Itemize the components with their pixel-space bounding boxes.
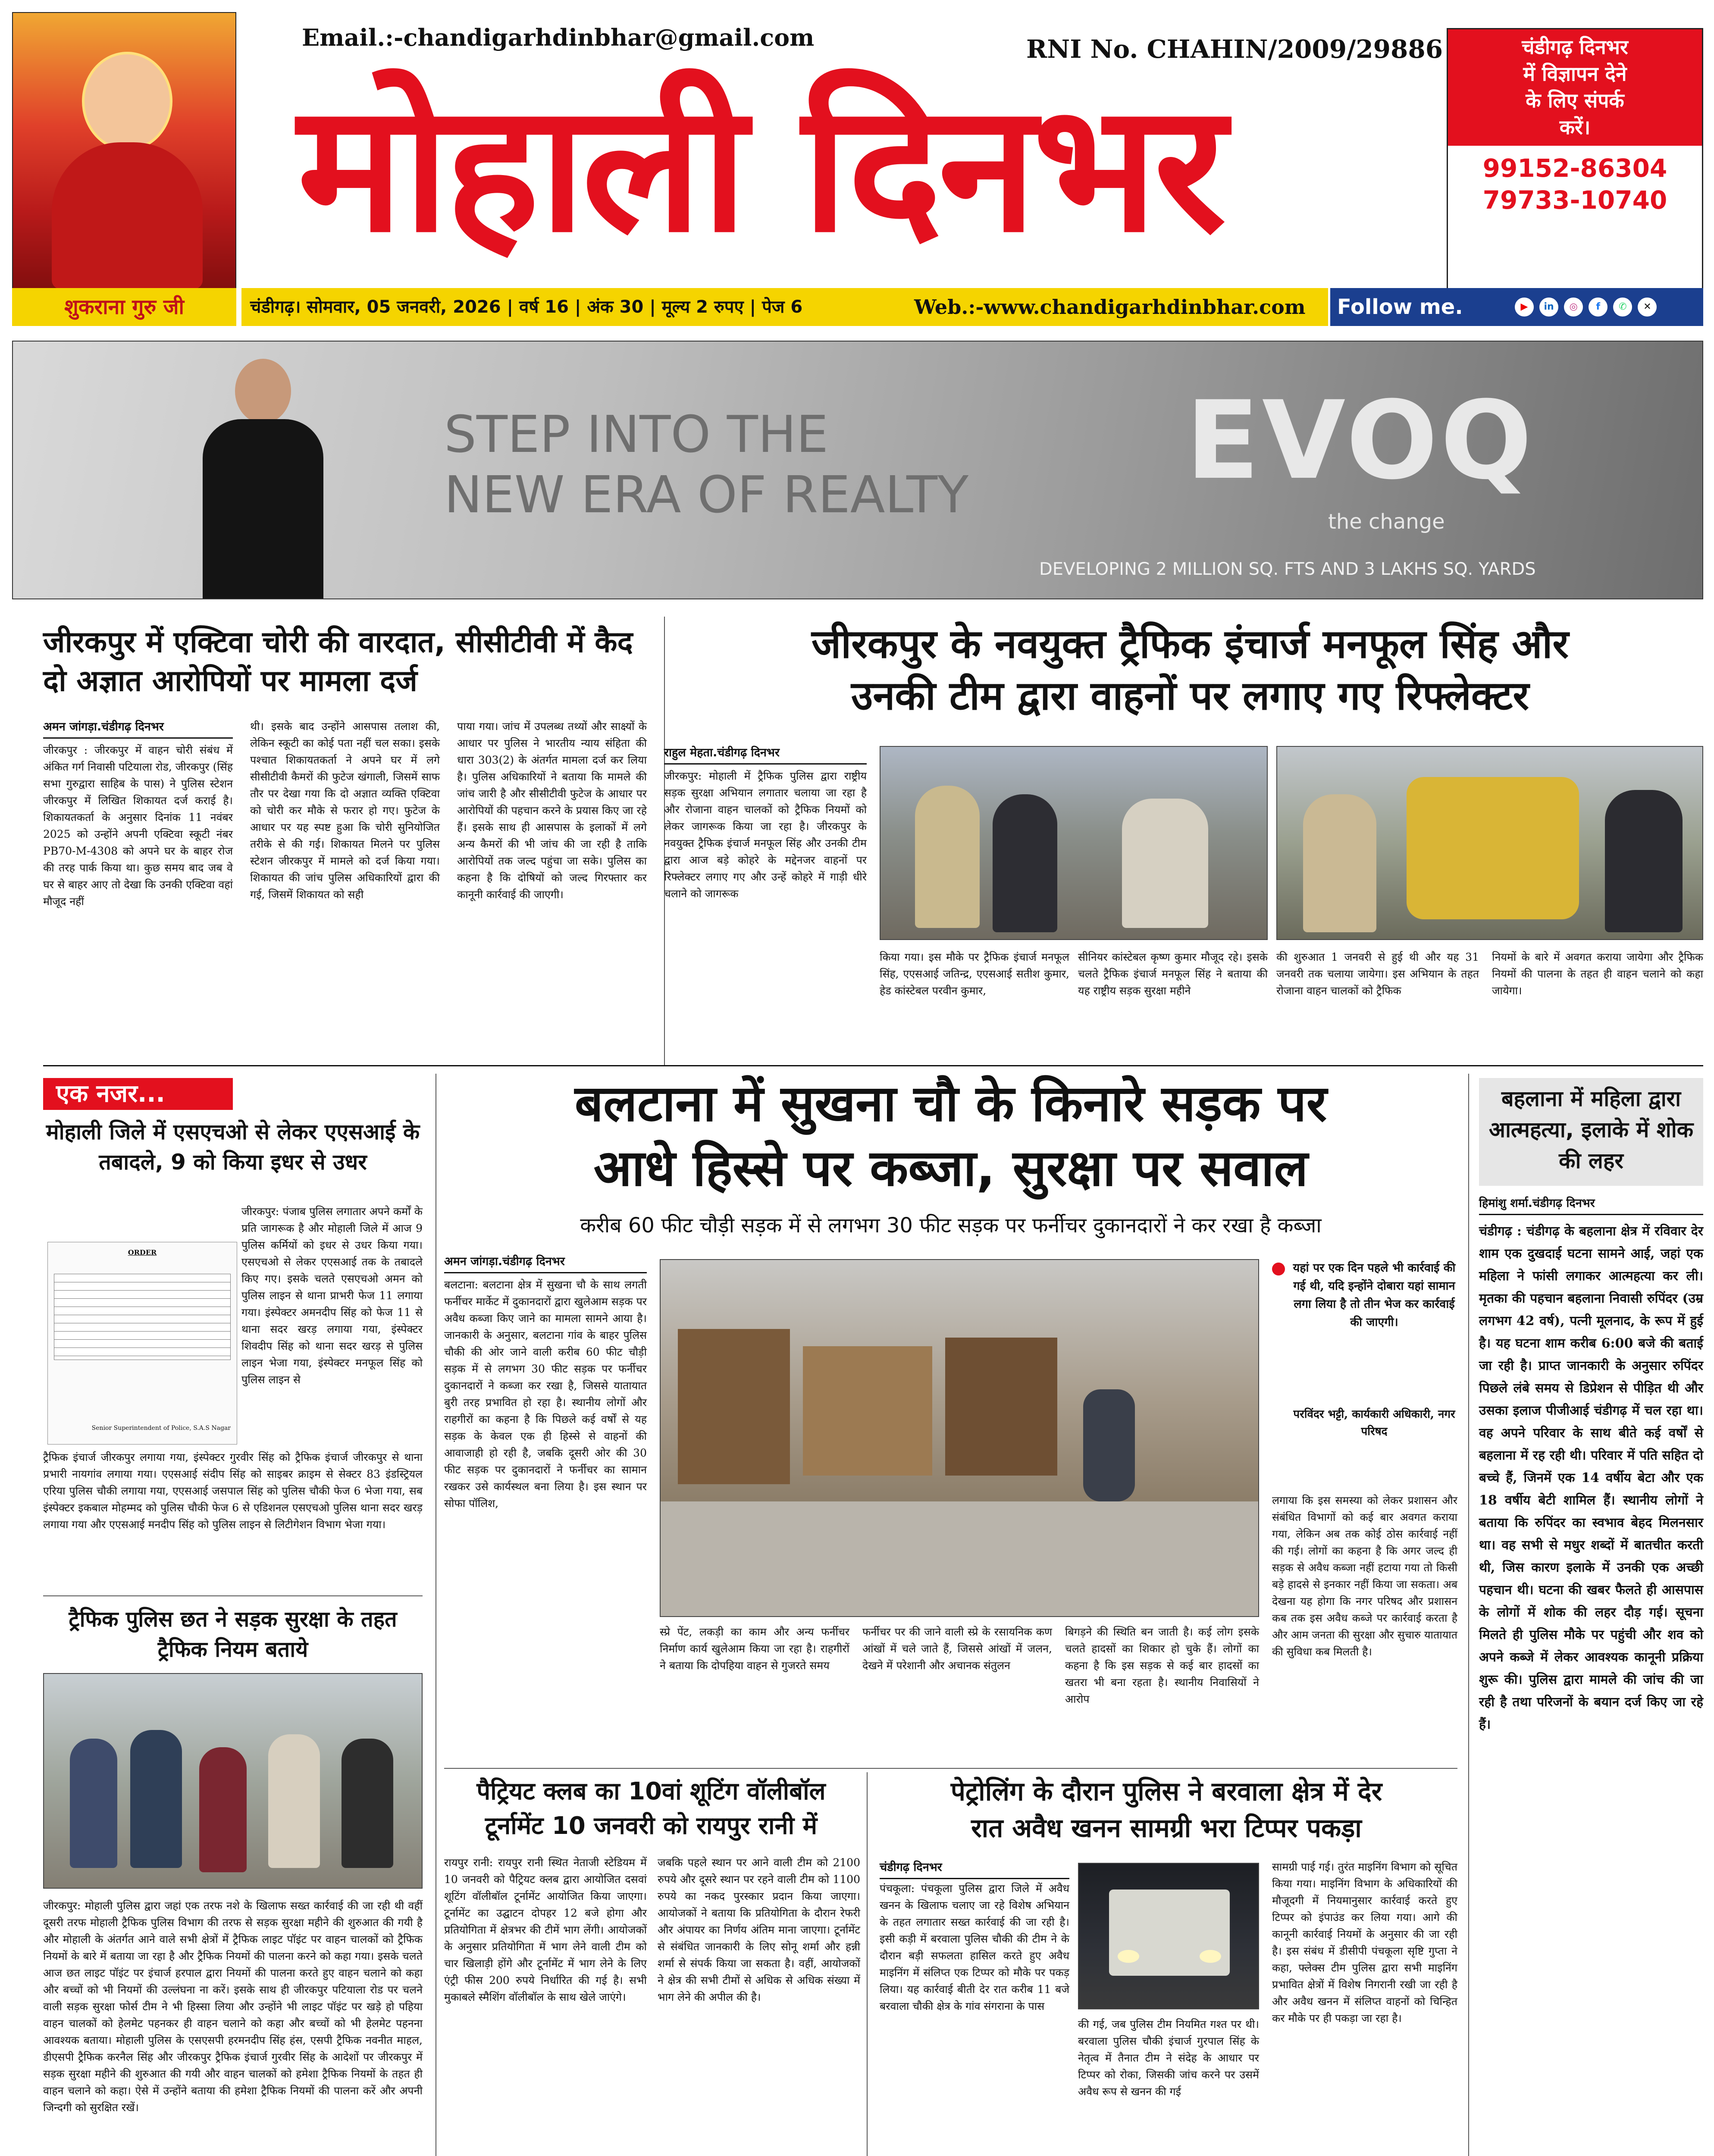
banner-slogan-line2: NEW ERA OF REALTY bbox=[444, 465, 969, 524]
byline-activa: अमन जांगड़ा.चंडीगढ़ दिनभर bbox=[43, 718, 233, 739]
social-icons bbox=[1511, 298, 1657, 317]
byline-baltana: अमन जांगड़ा.चंडीगढ़ दिनभर bbox=[444, 1253, 647, 1273]
subhead-baltana: करीब 60 फीट चौड़ी सड़क में से लगभग 30 फीट सड़क पर फर्नीचर दुकानदारों ने कर रखा है कब्जा bbox=[580, 1213, 1322, 1238]
baltana-quote-box bbox=[1272, 1259, 1457, 1483]
tipper-col1: पंचकूला: पंचकूला पुलिस द्वारा जिले में अवैध खनन के खिलाफ चलाए जा रहे विशेष अभियान के तहत लगातार सख्त कार्रवाई की जा रही है। इसी कड़ी में बरवाला पुलिस चौकी की टीम ने के दौरान बड़ी सफलता हासिल करते हुए अवैध माइनिंग में संलिप्त एक टिप्पर को मौके पर पकड़ लिया। यह कार्रवाई बीती देर रात करीब 11 बजे बरवाला चौकी क्षेत्र के गांव संगराना के पास bbox=[880, 1882, 1069, 2012]
headline-tipper-1: पेट्रोलिंग के दौरान पुलिस ने बरवाला क्षेत्र में देर bbox=[950, 1777, 1382, 1807]
doc-order-title: ORDER bbox=[128, 1248, 157, 1257]
linkedin-icon[interactable]: in bbox=[1539, 298, 1558, 317]
ad-line3: के लिए संपर्क bbox=[1526, 89, 1624, 112]
ad-line1: चंडीगढ़ दिनभर bbox=[1522, 35, 1628, 59]
headline-tipper-2: रात अवैध खनन सामग्री भरा टिप्पर पकड़ा bbox=[971, 1813, 1362, 1843]
headline-baltana-2: आधे हिस्से पर कब्जा, सुरक्षा पर सवाल bbox=[593, 1139, 1308, 1197]
transfers-continued: ट्रैफिक इंचार्ज जीरकपुर लगाया गया, इंस्पेक्टर गुरवीर सिंह को ट्रैफिक इंचार्ज जीरकपुर से थाना प्रभारी नायगांव लगाया गया। एएसआई संदीप सिंह को साइबर क्राइम से सेक्टर 83 इंडस्ट्रियल एरिया पुलिस चौकी लगाया गया, एएसआई जसपाल सिंह को पुलिस चौकी फेज 6 भेजा गया, सब इंस्पेक्टर इकबाल मोहम्मद को पुलिस चौकी फेज 6 से एडिशनल एसएचओ पुलिस थाना सदर खरड़ लगाया गया और एएसआई मनदीप सिंह को पुलिस लाइन से लिटीगेशन विभाग भेजा गया। bbox=[43, 1451, 423, 1531]
guru-caption: शुकराना गुरु जी bbox=[12, 288, 236, 326]
baltana-col1: बलटाना: बलटाना क्षेत्र में सुखना चौ के साथ लगती फर्नीचर मार्केट में दुकानदारों द्वारा खुलेआम सड़क पर अवैध कब्जा किए जाने का मामला सामने आया है। जानकारी के अनुसार, बलटाना गांव के बाहर पुलिस चौकी की ओर जाने वाली करीब 60 फीट चौड़ी सड़क में से लगभग 30 फीट सड़क पर फर्नीचर दुकानदारों ने कब्जा कर रखा है, जिससे यातायात बुरी तरह प्रभावित हो रहा है। स्थानीय लोगों और राहगीरों का कहना है कि पिछले कई वर्षों से यह सड़क के केवल एक ही हिस्से से वाहनों की आवाजाही हो रही है, जबकि दूसरी ओर की 30 फीट सड़क पर दुकानदारों ने फर्नीचर का सामान रखकर उसे कार्यस्थल बना लिया है। इस स्थान पर सोफा पॉलिश, bbox=[444, 1279, 647, 1510]
banner-slogan-line1: STEP INTO THE bbox=[444, 404, 829, 464]
activa-col1: जीरकपुर : जीरकपुर में वाहन चोरी संबंध में अंकित गर्ग निवासी पटियाला रोड, जीरकपुर (सिंह सभा गुरुद्वारा साहिब के पास) ने पुलिस स्टेशन जीरकपुर में लिखित शिकायत दर्ज कराई है। शिकायतकर्ता के अनुसार दिनांक 11 नवंबर 2025 को उन्होंने अपनी एक्टिवा स्कूटी नंबर PB70-M-4308 को अपने घर के बाहर रोज की तरह पार्क किया था। कुछ समय बाद जब वे घर से बाहर आए तो देखा कि उनकी एक्टिवा वहां मौजूद नहीं bbox=[43, 744, 233, 908]
guru-photo bbox=[12, 12, 236, 297]
follow-bar bbox=[1330, 288, 1703, 326]
reflector-col3: सीनियर कांस्टेबल कृष्ण कुमार मौजूद रहे। इसके चलते ट्रैफिक इंचार्ज मनफूल सिंह ने बताया की यह राष्ट्रीय सड़क सुरक्षा महीने bbox=[1078, 951, 1268, 997]
headline-suicide: बहलाना में महिला द्वारा आत्महत्या, इलाके में शोक की लहर bbox=[1488, 1086, 1694, 1173]
suicide-body: चंडीगढ़ : चंडीगढ़ के बहलाना क्षेत्र में रविवार देर शाम एक दुखदाई घटना सामने आई, जहां एक महिला ने फांसी लगाकर आत्महत्या कर ली। मृतका की पहचान बहलाना निवासी रुपिंदर (उम्र लगभग 42 वर्ष), पत्नी मूलनाद, के रूप में हुई है। यह घटना शाम करीब 6:00 बजे की बताई जा रही है। प्राप्त जानकारी के अनुसार रुपिंदर पिछले लंबे समय से डिप्रेशन से पीड़ित थी और उसका इलाज पीजीआई चंडीगढ़ में चल रहा था। वह अपने परिवार के साथ बीते कई वर्षों से बहलाना में रह रही थी। परिवार में पति सहित दो बच्चे हैं, जिनमें एक 14 वर्षीय बेटा और एक 18 वर्षीय बेटी शामिल हैं। स्थानीय लोगों ने बताया कि रुपिंदर का स्वभाव बेहद मिलनसार था। वह सभी से मधुर शब्दों में बातचीत करती थी, जिस कारण इलाके में उनकी एक अच्छी पहचान थी। घटना की खबर फैलते ही आसपास के लोगों में शोक की लहर दौड़ गई। सूचना मिलते ही पुलिस मौके पर पहुंची और शव को अपने कब्जे में लेकर आवश्यक कानूनी प्रक्रिया शुरू की। पुलिस द्वारा मामले की जांच की जा रही है तथा परिजनों के बयान दर्ज किए जा रहे हैं। bbox=[1479, 1224, 1703, 1732]
whatsapp-icon[interactable]: ✆ bbox=[1613, 298, 1632, 317]
instagram-icon[interactable]: ◎ bbox=[1564, 298, 1583, 317]
baltana-quote: यहां पर एक दिन पहले भी कार्रवाई की गई थी, यदि इन्होंने दोबारा यहां सामान लगा लिया है तो तीन भेज कर कार्रवाई की जाएगी। bbox=[1293, 1261, 1456, 1329]
doc-footer: Senior Superintendent of Police, S.A.S Nagar bbox=[91, 1425, 231, 1432]
headline-transfers: मोहाली जिले में एसएचओ से लेकर एएसआई के तबादले, 9 को किया इधर से उधर bbox=[46, 1119, 420, 1175]
masthead-title-text: मोहाली दिनभर bbox=[298, 65, 1223, 271]
reflector-photo-2 bbox=[1276, 746, 1703, 940]
baltana-photo bbox=[660, 1259, 1259, 1617]
tipper-photo bbox=[1078, 1863, 1259, 2009]
ad-phone1: 99152-86304 bbox=[1482, 154, 1667, 183]
transfer-order-doc bbox=[47, 1242, 237, 1445]
reflector-photo-1 bbox=[880, 746, 1268, 940]
website: Web.:-www.chandigarhdinbhar.com bbox=[914, 295, 1306, 319]
masthead-title bbox=[298, 65, 1436, 271]
byline-reflector: राहुल मेहता.चंडीगढ़ दिनभर bbox=[664, 744, 867, 765]
banner-brand-logo: EVOQ bbox=[1186, 378, 1535, 503]
quote-bullet-icon bbox=[1272, 1263, 1285, 1275]
masthead-rni: RNI No. CHAHIN/2009/29886 bbox=[1026, 34, 1443, 64]
activa-col3: पाया गया। जांच में उपलब्ध तथ्यों और साक्ष्यों के आधार पर पुलिस ने भारतीय न्याय संहिता की धारा 303(2) के अंतर्गत मामला दर्ज कर लिया है। पुलिस अधिकारियों ने बताया कि मामले की जांच जारी है और सीसीटीवी फुटेज के आधार पर आरोपियों की पहचान करने के प्रयास किए जा रहे हैं। इसके साथ ही आसपास के इलाकों में लगे अन्य कैमरों की भी जांच की जा रही है ताकि आरोपियों तक जल्द पहुंचा जा सके। पुलिस का कहना है कि दोषियों को जल्द गिरफ्तार कर कानूनी कार्रवाई की जाएगी। bbox=[457, 720, 647, 901]
divider bbox=[1468, 1074, 1469, 2156]
baltana-col3: फर्नीचर पर की जाने वाली स्प्रे के रसायनिक कण आंखों में चले जाते हैं, जिससे आंखों में जलन, देखने में परेशानी और अचानक संतुलन bbox=[862, 1626, 1052, 1672]
banner-ad[interactable] bbox=[12, 341, 1703, 599]
headline-reflector-2: उनकी टीम द्वारा वाहनों पर लगाए गए रिफ्लेक्टर bbox=[851, 673, 1529, 719]
section-divider bbox=[43, 1065, 1703, 1066]
dateline: चंडीगढ़। सोमवार, 05 जनवरी, 2026 | वर्ष 16 | अंक 30 | मूल्य 2 रुपए | पेज 6 bbox=[250, 297, 803, 317]
reflector-col4: की शुरुआत 1 जनवरी से हुई थी और यह 31 जनवरी तक चलाया जायेगा। इस अभियान के तहत रोजाना वाहन चालकों को ट्रैफिक bbox=[1276, 951, 1479, 997]
headline-activa: जीरकपुर में एक्टिवा चोरी की वारदात, सीसीटीवी में कैद दो अज्ञात आरोपियों पर मामला दर्ज bbox=[43, 625, 633, 698]
divider bbox=[43, 1595, 423, 1596]
ek-nazar-label: एक नजर... bbox=[43, 1078, 233, 1110]
headline-reflector-1: जीरकपुर के नवयुक्त ट्रैफिक इंचार्ज मनफूल सिंह और bbox=[812, 621, 1569, 667]
tipper-col3: सामग्री पाई गई। तुरंत माइनिंग विभाग को सूचित किया गया। माइनिंग विभाग के अधिकारियों की मौजूदगी में नियमानुसार कार्रवाई करते हुए टिप्पर को इंपाउंड कर लिया गया। आगे की कानूनी कार्रवाई नियमों के अनुसार की जा रही है। इस संबंध में डीसीपी पंचकूला सृष्टि गुप्ता ने कहा, फ्लेक्स टीम पुलिस द्वारा सभी माइनिंग प्रभावित क्षेत्रों में विशेष निगरानी रखी जा रही है और अवैध खनन में संलिप्त वाहनों को चिन्हित कर मौके पर ही पकड़ा जा रहा है। bbox=[1272, 1861, 1457, 2024]
masthead-email: Email.:-chandigarhdinbhar@gmail.com bbox=[302, 24, 815, 51]
youtube-icon[interactable]: ▶ bbox=[1515, 298, 1534, 317]
ad-box bbox=[1447, 28, 1703, 291]
transfers-lead: जीरकपुर: पंजाब पुलिस लगातार अपने कर्मों के प्रति जागरूक है और मोहाली जिले में आज 9 पुलिस कर्मियों को इधर से उधर किया गया। एसएचओ से लेकर एएसआई तक के तबादले किए गए। इसके चलते एसएचओ अमन को पुलिस लाइन से थाना प्राभरी फेज 11 लगाया गया। इंस्पेक्टर अमनदीप सिंह को फेज 11 से थाना सदर खरड़ लगाया गया, इंस्पेक्टर शिवदीप सिंह को थाना सदर खरड़ से पुलिस लाइन भेजा गया, इंस्पेक्टर मनफूल सिंह को पुलिस लाइन से bbox=[241, 1205, 423, 1386]
byline-suicide: हिमांशु शर्मा.चंडीगढ़ दिनभर bbox=[1479, 1194, 1703, 1215]
activa-col2: थी। इसके बाद उन्होंने आसपास तलाश की, लेकिन स्कूटी का कोई पता नहीं चल सका। इसके पश्चात शिकायतकर्ता ने अपने घर में लगे सीसीटीवी कैमरों की फुटेज खंगाली, जिसमें साफ तौर पर देखा गया कि दो अज्ञात व्यक्ति एक्टिवा को चोरी कर मौके से फरार हो गए। फुटेज के आधार पर यह स्पष्ट हुआ कि चोरी सुनियोजित तरीके से की गई। शिकायत मिलने पर पुलिस स्टेशन जीरकपुर में मामले को दर्ज किया गया। शिकायत की जांच पुलिस अधिकारियों द्वारा की गई, जिसमें शिकायत को सही bbox=[250, 720, 440, 901]
reflector-col5: नियमों के बारे में अवगत कराया जायेगा और ट्रैफिक नियमों की पालना के तहत ही वाहन चलाने को कहा जायेगा। bbox=[1492, 951, 1703, 997]
x-icon[interactable]: ✕ bbox=[1638, 298, 1657, 317]
headline-suicide-box bbox=[1479, 1078, 1703, 1186]
ad-line4: करें। bbox=[1559, 116, 1591, 139]
banner-model bbox=[194, 359, 332, 599]
volleyball-col2: जबकि पहले स्थान पर आने वाली टीम को 2100 रुपये और दूसरे स्थान पर रहने वाली टीम को 1100 रुपये का नकद पुरस्कार प्रदान किया जाएगा। आयोजकों ने बताया कि प्रतियोगिता के दौरान रेफरी और अंपायर का निर्णय अंतिम माना जाएगा। टूर्नामेंट से संबंधित जानकारी के लिए सोनू शर्मा और हन्नी शर्मा से संपर्क किया जा सकता है। वहीं, आयोजकों ने क्षेत्र की सभी टीमों से अधिक से अधिक संख्या में भाग लेने की अपील की है। bbox=[658, 1856, 860, 2003]
traffic-school-photo bbox=[43, 1673, 423, 1889]
baltana-quote-by: परविंदर भट्टी, कार्यकारी अधिकारी, नगर परिषद bbox=[1293, 1408, 1455, 1438]
headline-volleyball: पैट्रियट क्लब का 10वां शूटिंग वॉलीबॉल टूर्नामेंट 10 जनवरी को रायपुर रानी में bbox=[476, 1777, 826, 1840]
banner-tagline: DEVELOPING 2 MILLION SQ. FTS AND 3 LAKHS SQ. YARDS bbox=[1039, 559, 1536, 579]
ad-phone2: 79733-10740 bbox=[1482, 185, 1667, 215]
baltana-col5: लगाया कि इस समस्या को लेकर प्रशासन और संबंधित विभागों को कई बार अवगत कराया गया, लेकिन अब तक कोई ठोस कार्रवाई नहीं की गई। लोगों का कहना है कि अगर जल्द ही सड़क से अवैध कब्जा नहीं हटाया गया तो किसी बड़े हादसे से इनकार नहीं किया जा सकता। अब देखना यह होगा कि नगर परिषद और प्रशासन कब तक इस अवैध कब्जे पर कार्रवाई करता है और आम जनता की सुरक्षा और सुचारु यातायात की सुविधा कब मिलती है। bbox=[1272, 1494, 1457, 1658]
headline-baltana-1: बलटाना में सुखना चौ के किनारे सड़क पर bbox=[574, 1075, 1327, 1133]
divider bbox=[444, 1768, 1457, 1769]
ad-box-header bbox=[1448, 29, 1702, 146]
baltana-col4: बिगड़ने की स्थिति बन जाती है। कई लोग इसके चलते हादसों का शिकार हो चुके हैं। लोगों का कहना है कि इस सड़क से कई बार हादसों का खतरा भी बना रहता है। स्थानीय निवासियों ने आरोप bbox=[1065, 1626, 1259, 1705]
headline-traffic-school: ट्रैफिक पुलिस छत ने सड़क सुरक्षा के तहत ट्रैफिक नियम बताये bbox=[69, 1607, 397, 1662]
baltana-col2: स्प्रे पेंट, लकड़ी का काम और अन्य फर्नीचर निर्माण कार्य खुलेआम किया जा रहा है। राहगीरों ने बताया कि दोपहिया वाहन से गुजरते समय bbox=[660, 1626, 849, 1672]
banner-brand-sub: the change bbox=[1328, 510, 1445, 534]
byline-tipper: चंडीगढ़ दिनभर bbox=[880, 1858, 1069, 1879]
reflector-col1: जीरकपुर: मोहाली में ट्रैफिक पुलिस द्वारा राष्ट्रीय सड़क सुरक्षा अभियान लगातार चलाया जा रहा है और रोजाना वाहन चालकों को ट्रैफिक नियमों को लेकर जागरूक किया जा रहा है। जीरकपुर के नवयुक्त ट्रैफिक इंचार्ज मनफूल सिंह और उनकी टीम द्वारा आज बड़े कोहरे के मद्देनजर वाहनों पर रिफ्लेक्टर लगाए गए और उन्हें कोहरे में गाड़ी धीरे चलाने को जागरूक bbox=[664, 770, 867, 900]
tipper-col2: की गई, जब पुलिस टीम नियमित गश्त पर थी। बरवाला पुलिस चौकी इंचार्ज गुरपाल सिंह के नेतृत्व में तैनात टीम ने संदेह के आधार पर टिप्पर को रोका, जिसकी जांच करने पर उसमें अवैध रूप से खनन की गई bbox=[1078, 2018, 1259, 2098]
volleyball-col1: रायपुर रानी: रायपुर रानी स्थित नेताजी स्टेडियम में 10 जनवरी को पैट्रियट क्लब द्वारा आयोजित दसवां शूटिंग वॉलीबॉल टूर्नामेंट आयोजित किया जाएगा। टूर्नामेंट का उद्घाटन दोपहर 12 बजे होगा और प्रतियोगिता में क्षेत्रभर की टीमें भाग लेंगी। आयोजकों के अनुसार प्रतियोगिता में भाग लेने वाली टीम को चार खिलाड़ी होंगे और टूर्नामेंट में भाग लेने के लिए एंट्री फीस 200 रुपये निर्धारित की गई है। सभी मुकाबले स्मैशिंग वॉलीबॉल के साथ खेले जाएंगे। bbox=[444, 1856, 647, 2003]
ad-line2: में विज्ञापन देने bbox=[1523, 62, 1627, 85]
doc-table bbox=[54, 1274, 231, 1360]
divider bbox=[867, 1772, 868, 2156]
traffic-school-body: जीरकपुर: मोहाली पुलिस द्वारा जहां एक तरफ नशे के खिलाफ सख्त कार्रवाई की जा रही थी वहीं दूसरी तरफ मोहाली ट्रैफिक पुलिस विभाग की तरफ से सड़क सुरक्षा महीने की शुरुआत की गयी है और मोहाली के अंतर्गत आने वाले सभी क्षेत्रों में ट्रैफिक लाइट पॉइंट पर वाहन चालकों को ट्रैफिक नियमों के बारे में बताया जा रहा है और ट्रैफिक नियमों की पालना करने को कहा गया। इसके चलते आज छत लाइट पॉइंट पर इंचार्ज हरपाल द्वारा नियमों की पालना करते हुए वाहन चलाने को कहा और बच्चों को भी नियमों की उल्लंघना ना करें। इसके साथ ही जीरकपुर पटियाला रोड पर चलने वाली सड़क सुरक्षा फोर्स टीम ने भी हिस्सा लिया और उन्होंने भी लाइट पॉइंट पर खड़े हो पहिया वाहन चालकों को हेलमेट पहनकर ही वाहन चलाने को कहा और बच्चों को भी हेलमेट पहनना आवश्यक बताया। मोहाली पुलिस के एसएसपी हरमनदीप सिंह हंस, एसपी ट्रैफिक नवनीत माहल, डीएसपी ट्रैफिक करनैल सिंह और जीरकपुर ट्रैफिक इंचार्ज गुरवीर सिंह के आदेशों पर जीरकपुर में सड़क सुरक्षा महीने की शुरुआत की गयी और वाहन चालकों को हमेशा ट्रैफिक नियमों के तहत ही वाहन चलाने को कहा। ऐसे में उन्होंने बताया की हमेशा ट्रैफिक नियमों की पालना करें और अपनी जिन्दगी को सुरक्षित रखें। bbox=[43, 1899, 423, 2114]
follow-label: Follow me. bbox=[1337, 295, 1463, 319]
reflector-col2: किया गया। इस मौके पर ट्रैफिक इंचार्ज मनफूल सिंह, एएसआई जतिन्द्र, एएसआई सतीश कुमार, हेड कांस्टेबल परवीन कुमार, bbox=[880, 951, 1069, 997]
facebook-icon[interactable]: f bbox=[1589, 298, 1607, 317]
